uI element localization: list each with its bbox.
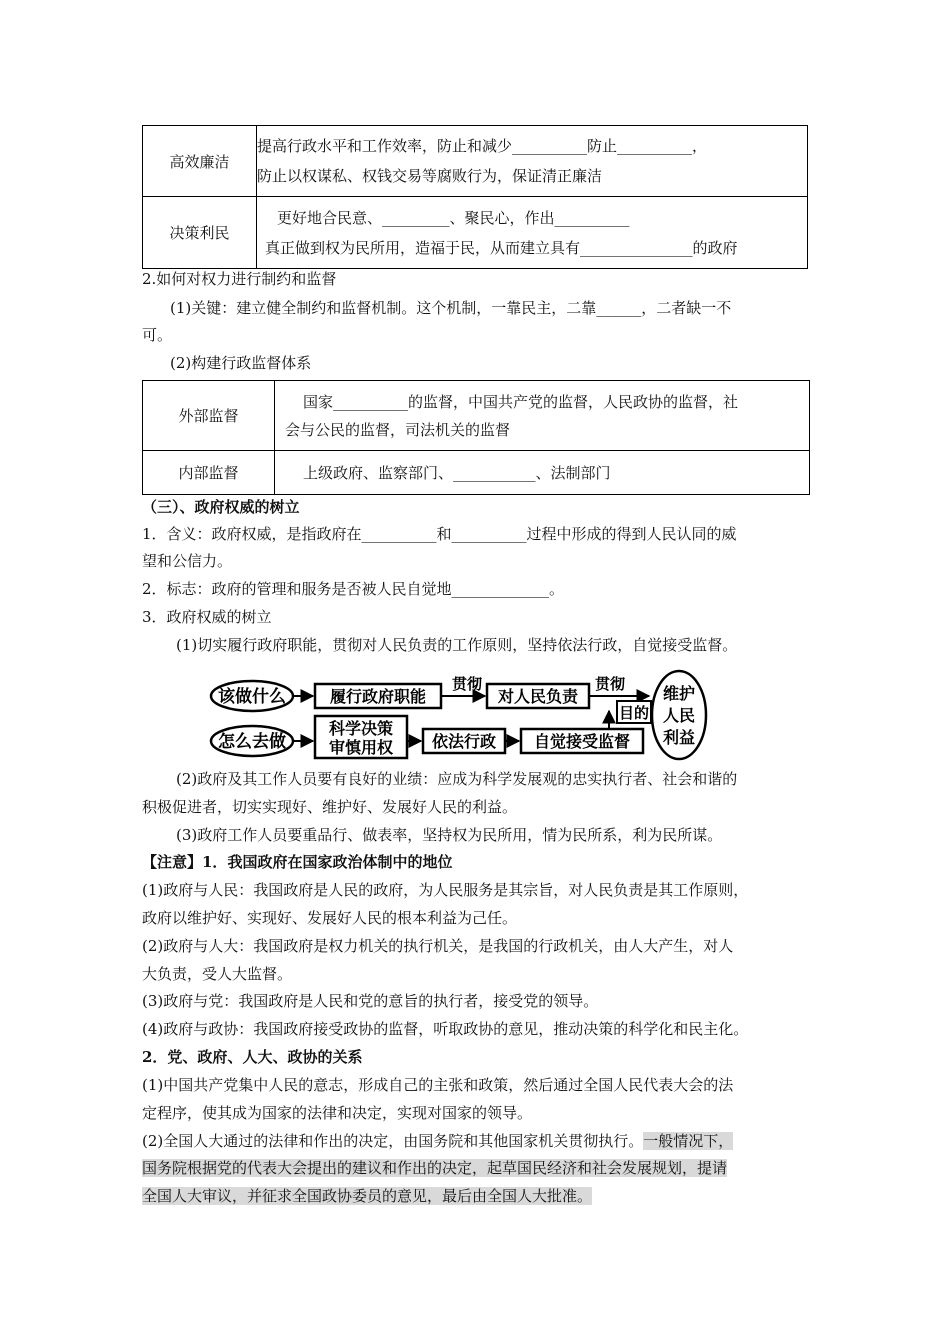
paragraph: 2．标志：政府的管理和服务是否被人民自觉地_____________。 [142, 580, 565, 598]
paragraph: 大负责，受人大监督。 [142, 965, 293, 983]
paragraph [142, 1130, 733, 1152]
content-line: 提高行政水平和工作效率，防止和减少__________防止__________， [257, 137, 708, 155]
paragraph [142, 1185, 592, 1207]
table-row [143, 381, 810, 451]
row-label: 外部监督 [143, 381, 275, 451]
box-label: 履行政府职能 [329, 687, 427, 706]
content-line: 国家__________的监督，中国共产党的监督，人民政协的监督，社 [303, 392, 739, 411]
paragraph: (1)关键：建立健全制约和监督机制。这个机制，一靠民主，二靠______，二者缺一不 [170, 299, 732, 317]
row-content [275, 451, 810, 495]
table-row [143, 197, 808, 269]
question-how-label: 怎么去做 [218, 732, 286, 752]
row-label: 内部监督 [143, 451, 275, 495]
content-line: 真正做到权为民所用，造福于民，从而建立具有_______________的政府 [265, 238, 738, 257]
question-what-label: 该做什么 [218, 687, 286, 707]
paragraph: (2)政府与人大：我国政府是权力机关的执行机关，是我国的行政机关，由人大产生，对人 [142, 937, 734, 955]
efficiency-table [142, 125, 808, 269]
paragraph: (4)政府与政协：我国政府接受政协的监督，听取政协的意见，推动决策的科学化和民主化。 [142, 1020, 749, 1038]
text-run: (2)全国人大通过的法律和作出的决定，由国务院和其他国家机关贯彻执行。 [142, 1132, 644, 1150]
paragraph: (2)构建行政监督体系 [170, 354, 312, 372]
paragraph: 1．含义：政府权威，是指政府在__________和__________过程中形成的得到人民认同的威 [142, 525, 737, 543]
box-label: 审慎用权 [328, 738, 394, 757]
supervision-table [142, 380, 810, 495]
paragraph: 望和公信力。 [142, 552, 233, 570]
content-line: 防止以权谋私、权钱交易等腐败行为，保证清正廉洁 [257, 167, 603, 185]
paragraph [142, 1157, 727, 1179]
paragraph: (3)政府工作人员要重品行、做表率，坚持权为民所用，情为民所系，利为民所谋。 [176, 826, 723, 844]
paragraph: 可。 [142, 326, 173, 344]
box-label: 对人民负责 [497, 687, 579, 706]
paragraph: 政府以维护好、实现好、发展好人民的根本利益为己任。 [142, 909, 518, 927]
row-label: 高效廉洁 [143, 126, 257, 197]
content-line: 上级政府、监察部门、___________、法制部门 [303, 463, 611, 482]
edge-label: 目的 [618, 704, 650, 722]
content-line: 更好地合民意、_________、聚民心，作出__________ [277, 208, 630, 227]
box-label: 自觉接受监督 [533, 732, 631, 751]
paragraph: (1)切实履行政府职能，贯彻对人民负责的工作原则，坚持依法行政，自觉接受监督。 [176, 636, 738, 654]
paragraph: (2)政府及其工作人员要有良好的业绩：应成为科学发展观的忠实执行者、社会和谐的 [176, 770, 738, 788]
highlighted-text: 全国人大审议，并征求全国政协委员的意见，最后由全国人大批准。 [142, 1187, 593, 1205]
paragraph: (3)政府与党：我国政府是人民和党的意旨的执行者，接受党的领导。 [142, 992, 599, 1010]
row-content [275, 381, 810, 451]
goal-label: 维护 [662, 684, 696, 703]
row-content [257, 197, 808, 269]
highlighted-text: 一般情况下， [643, 1132, 734, 1150]
section-title: 2．党、政府、人大、政协的关系 [142, 1048, 363, 1066]
edge-label: 贯彻 [451, 675, 483, 693]
paragraph: 定程序，使其成为国家的法律和决定，实现对国家的领导。 [142, 1104, 533, 1122]
row-label: 决策利民 [143, 197, 257, 269]
goal-label: 人民 [662, 706, 696, 725]
table-row [143, 451, 810, 495]
highlighted-text: 国务院根据党的代表大会提出的建议和作出的决定，起草国民经济和社会发展规划，提请 [142, 1159, 728, 1177]
box-label: 科学决策 [328, 719, 394, 738]
table-row [143, 126, 808, 197]
row-content [257, 126, 808, 197]
section-title: （三）、政府权威的树立 [142, 498, 300, 516]
content-line: 会与公民的监督，司法机关的监督 [285, 420, 511, 439]
paragraph: (1)中国共产党集中人民的意志，形成自己的主张和政策，然后通过全国人民代表大会的法 [142, 1076, 734, 1094]
section-title: 2.如何对权力进行制约和监督 [142, 270, 337, 288]
note-title: 【注意】1．我国政府在国家政治体制中的地位 [142, 853, 453, 871]
box-label: 依法行政 [431, 732, 497, 751]
authority-flow-diagram [205, 665, 720, 765]
paragraph: 积极促进者，切实实现好、维护好、发展好人民的利益。 [142, 798, 518, 816]
edge-label: 贯彻 [594, 675, 626, 693]
paragraph: (1)政府与人民：我国政府是人民的政府，为人民服务是其宗旨，对人民负责是其工作原则， [142, 881, 749, 899]
paragraph: 3．政府权威的树立 [142, 608, 272, 626]
goal-label: 利益 [662, 728, 696, 747]
